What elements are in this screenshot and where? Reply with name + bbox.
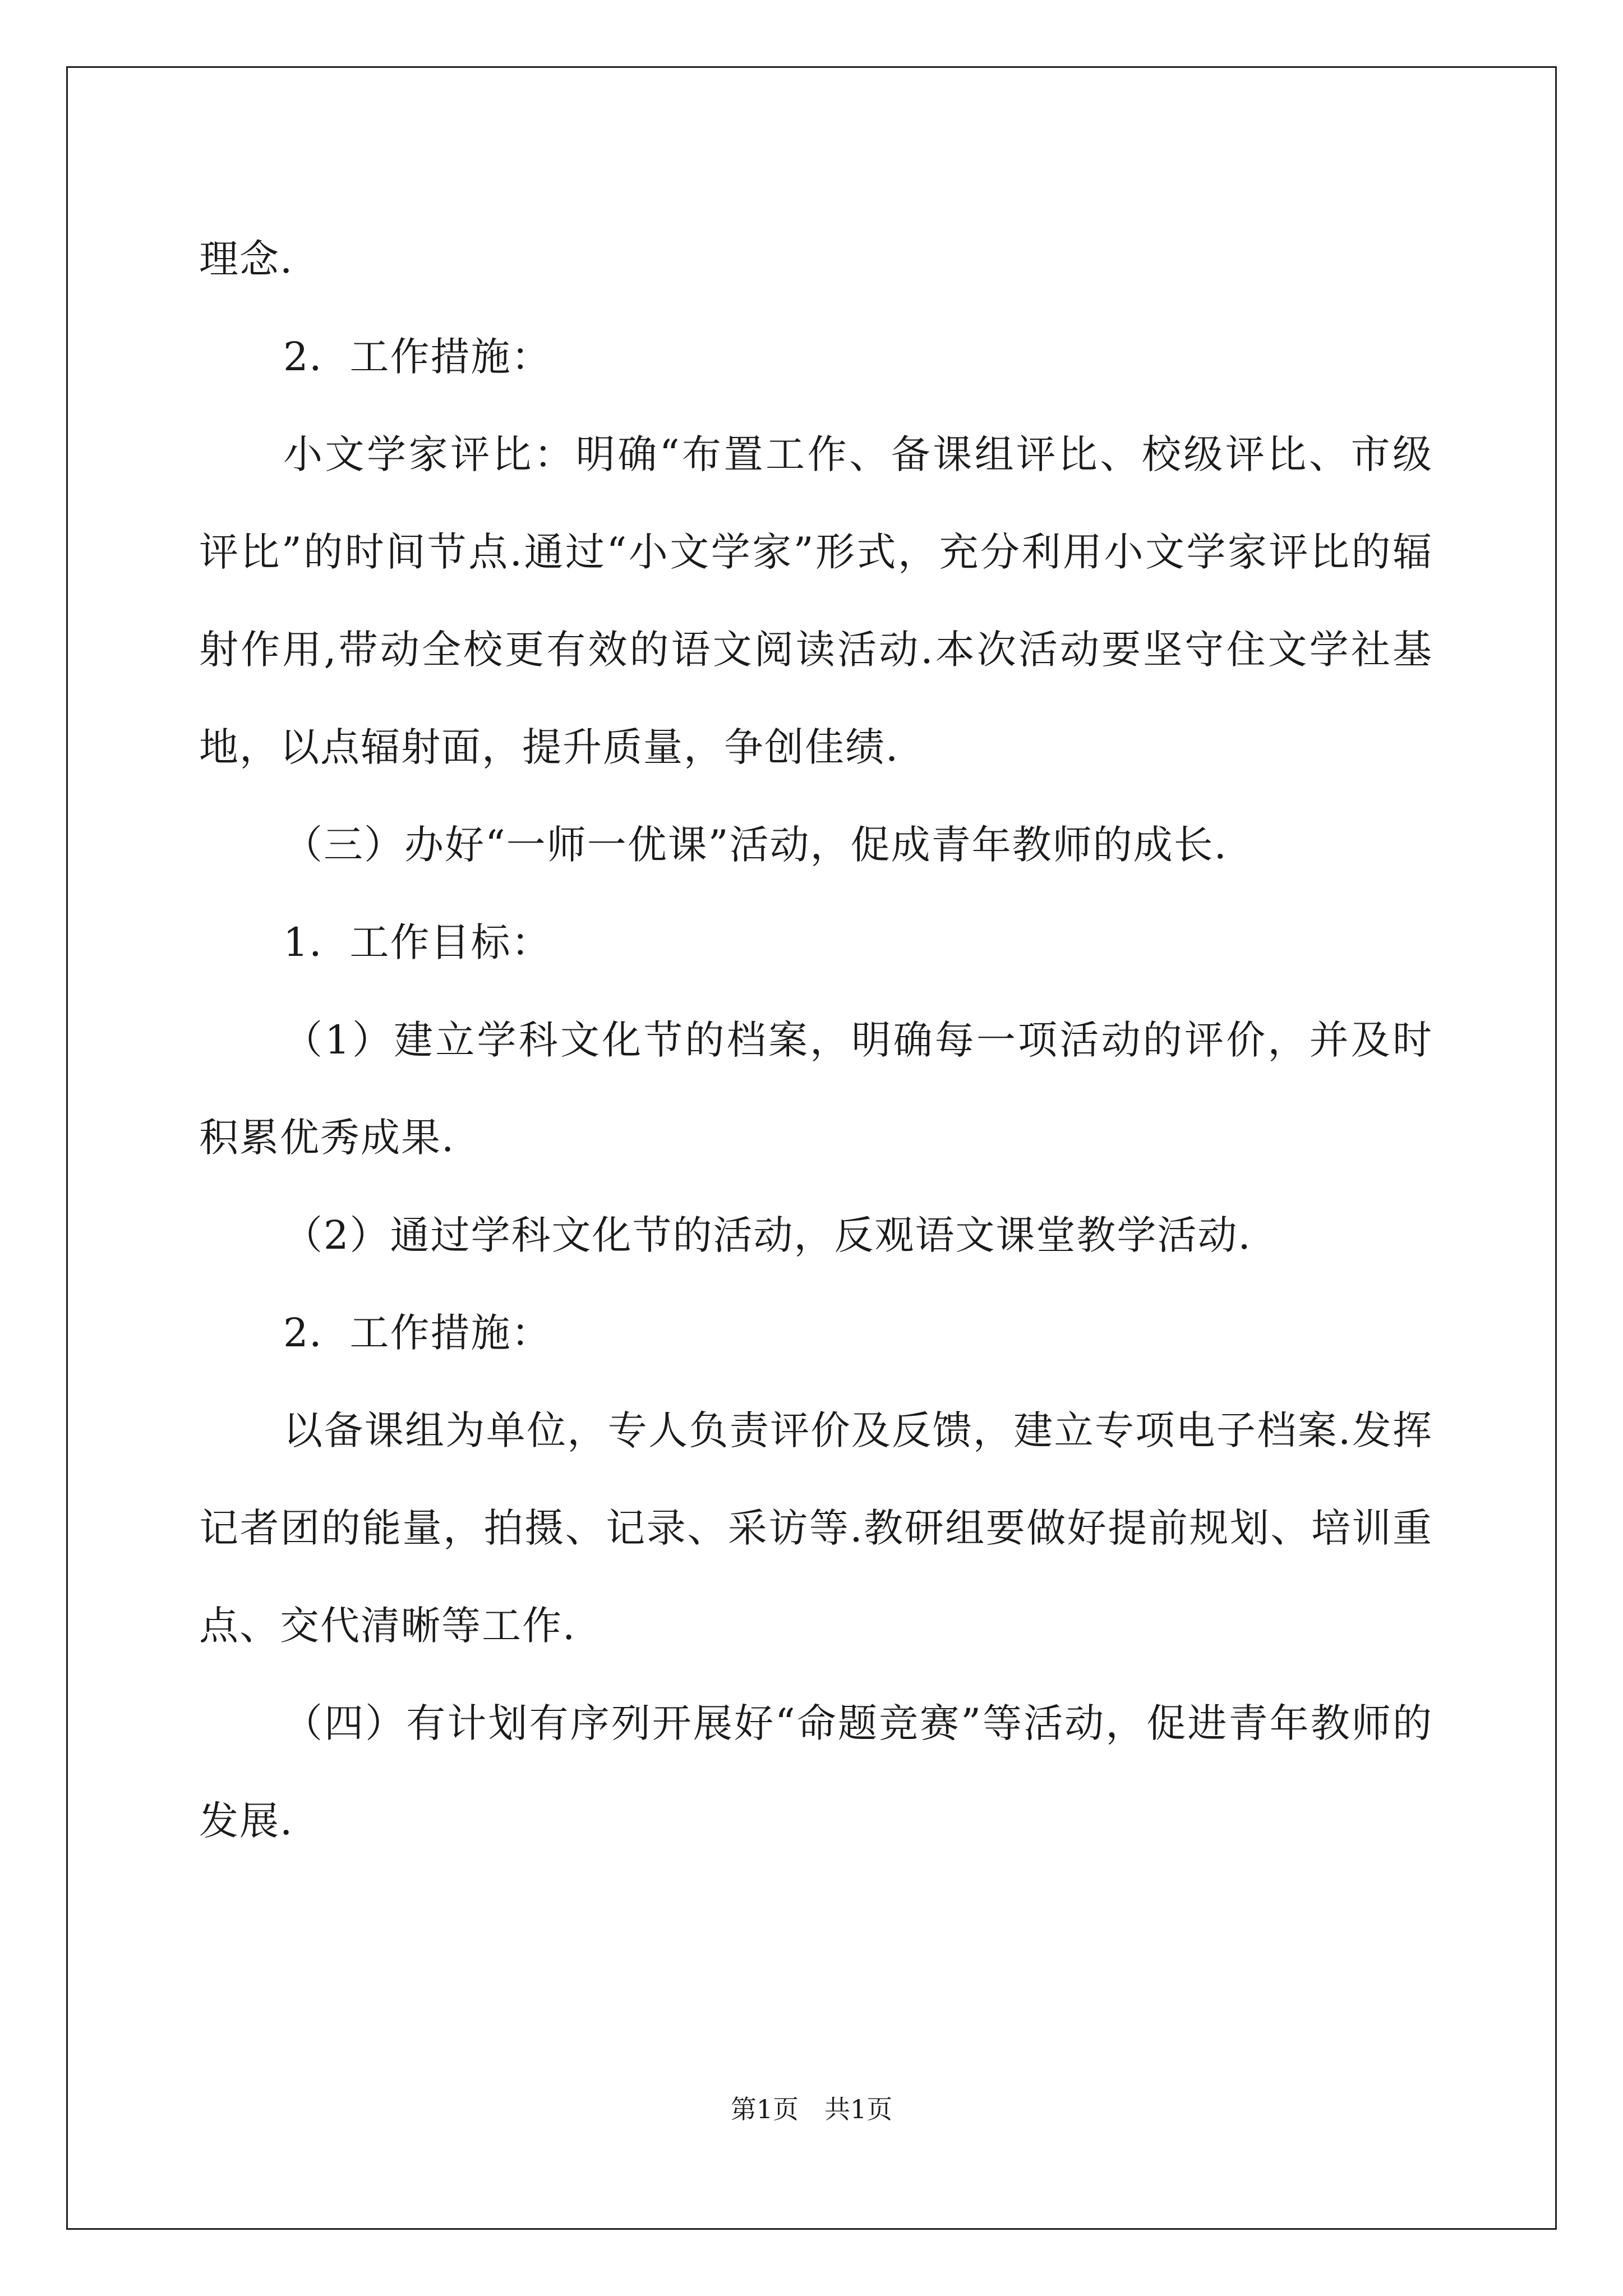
page-footer: 第1页 共1页 <box>730 2094 893 2124</box>
paragraph-10: （四）有计划有序列开展好“命题竞赛”等活动，促进青年教师的发展. <box>199 1700 1433 1844</box>
document-body <box>199 210 1433 1870</box>
paragraph-5: 1．工作目标： <box>283 919 552 965</box>
paragraph-7: （2）通过学科文化节的活动，反观语文课堂教学活动. <box>283 1212 1252 1258</box>
paragraph-8: 2．工作措施： <box>283 1310 552 1356</box>
paragraph-3: 小文学家评比：明确“布置工作、备课组评比、校级评比、市级评比”的时间节点.通过“小文学家”形式，充分利用小文学家评比的辐射作用,带动全校更有效的语文阅读活动.本次活动要坚守住文学社基地，以点辐射面，提升质量，争创佳绩. <box>199 431 1433 770</box>
paragraph-6: （1）建立学科文化节的档案，明确每一项活动的评价，并及时积累优秀成果. <box>199 1017 1433 1161</box>
paragraph-2: 2．工作措施： <box>283 334 552 380</box>
paragraph-9: 以备课组为单位，专人负责评价及反馈，建立专项电子档案.发挥记者团的能量，拍摄、记录、采访等.教研组要做好提前规划、培训重点、交代清晰等工作. <box>199 1407 1433 1649</box>
paragraph-1: 理念. <box>199 236 294 282</box>
paragraph-4: （三）办好“一师一优课”活动，促成青年教师的成长. <box>283 822 1228 868</box>
